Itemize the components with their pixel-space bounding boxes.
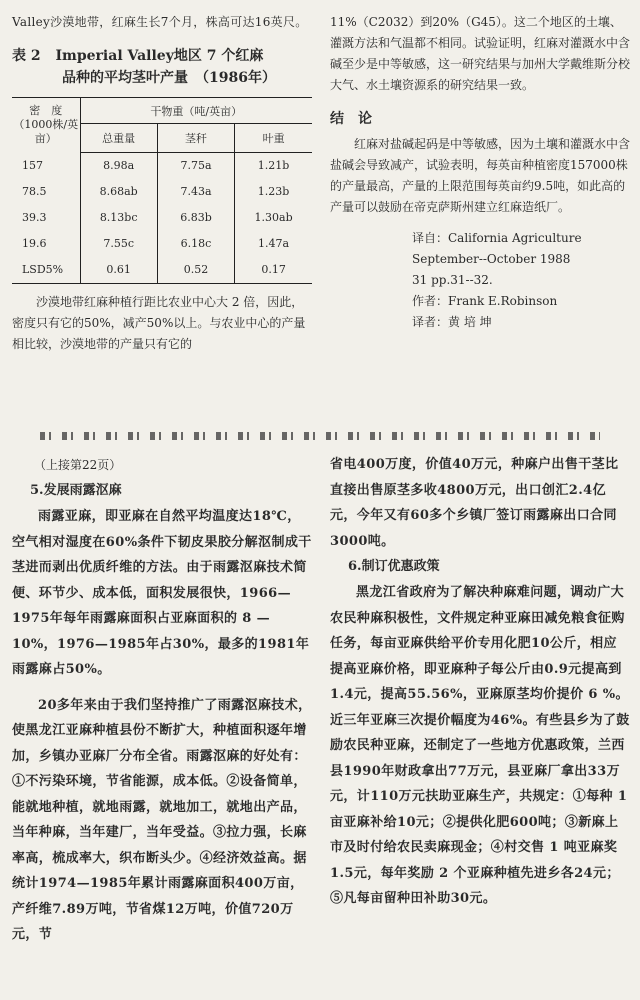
credit-issue: September--October 1988 [412,252,571,266]
leaf-weight-header: 叶重 [235,124,312,153]
stem-cell: 7.75a [157,152,234,179]
table-note: 沙漠地带红麻种植行距比农业中心大 2 倍，因此，密度只有它的50%，减产50%以上。与农业中心的产量相比较，沙漠地带的产量只有它的 [12,294,306,351]
section5-continuation: 省电400万度，价值40万元，种麻户出售干茎比直接出售原茎多收4800万元，出口创汇2.4亿元，今年又有60多个乡镇厂签订雨露麻出口合同3000吨。 [330,457,619,549]
section-divider [40,432,600,440]
table-row [12,152,312,179]
leaf-cell: 1.23b [235,179,312,205]
total-cell: 8.98a [103,159,135,172]
credit-pages: 31 pp.31--32. [412,273,493,287]
leaf-cell: 1.21b [235,152,312,179]
table-row-lsd [12,257,312,284]
density-cell: 19.6 [12,231,80,257]
yield-table [12,97,312,284]
table-title-line2: 品种的平均茎叶产量 （1986年） [62,70,276,86]
leaf-cell: 1.47a [235,231,312,257]
intro-text: Valley沙漠地带，红麻生长7个月，株高可达16英尺。 [12,15,308,29]
top-left-column [12,12,312,355]
leaf-cell: 0.17 [235,257,312,284]
total-cell: 0.61 [80,257,157,284]
credit-source: 译自：California Agriculture [412,231,582,245]
total-cell: 8.68ab [99,185,138,198]
density-header: 密 度（1000株/英亩） [12,98,80,153]
bottom-left-column [12,452,312,948]
credit-translator: 译者：黄 培 坤 [412,315,492,329]
total-cell: 8.13bc [99,211,138,224]
stem-cell: 7.43a [157,179,234,205]
density-cell: 78.5 [12,179,80,205]
total-cell: 7.55c [103,237,134,250]
density-cell: LSD5% [12,257,80,284]
continued-note: （上接第22页） [34,458,122,472]
total-weight-header: 总重量 [80,124,157,153]
section5-paragraph2: 20多年来由于我们坚持推广了雨露沤麻技术，使黑龙江亚麻种植县份不断扩大，种植面积逐年增加，乡镇办亚麻厂分布全省。雨露沤麻的好处有：①不污染环境，节省能源，成本低。②设备简单，能就地种植，就地雨露，就地加工，就地出产品，当年种麻，当年建厂，当年受益。③拉力强，长麻率高，梳成率大，织布断头少。④经济效益高。据统计1974—1985年累计雨露麻面积400万亩，产纤维7.89万吨，节省煤12万吨，价值720万元，节 [12,697,312,942]
conclusion-text: 红麻对盐碱起码是中等敏感，因为土壤和灌溉水中含盐碱会导致减产，试验表明，每英亩种植密度157000株的产量最高，产量的上限范围每英亩约9.5吨，如此高的产量可以鼓励在帝克萨斯州建立红麻造纸厂。 [330,137,631,214]
density-cell: 39.3 [12,205,80,231]
stem-weight-header: 茎秆 [157,124,234,153]
table-row [12,205,312,231]
table-label: 表 2 [12,48,41,64]
dry-weight-header: 干物重（吨/英亩） [80,98,312,124]
section5-paragraph1: 雨露亚麻，即亚麻在自然平均温度达18℃，空气相对湿度在60%条件下韧皮果胶分解沤制成干茎进而剥出优质纤维的方法。由于雨露沤麻技术简便、环节少、成本低，面积发展很快，1966—1975年每年雨露麻面积占亚麻面积的 8 —10%，1976—1985年占30%，最多的1981年雨露麻占50%。 [12,509,312,677]
table-title-line1: Imperial Valley地区 7 个红麻 [55,48,264,64]
table-title [12,45,312,89]
leaf-cell: 1.30ab [235,205,312,231]
section5-heading: 5.发展雨露沤麻 [30,483,122,498]
density-cell: 157 [12,152,80,179]
credit-author: 作者：Frank E.Robinson [412,294,558,308]
credits [330,228,630,333]
top-right-column [330,12,630,333]
results-text: 11%（C2032）到20%（G45）。这二个地区的土壤、灌溉方法和气温都不相同。试验证明，红麻对灌溉水中含碱至少是中等敏感，这一研究结果与加州大学戴维斯分校大气、水土壤资源系的研究结果一致。 [330,15,631,92]
bottom-right-column [330,452,630,912]
section6-paragraph: 黑龙江省政府为了解决种麻难问题，调动广大农民种麻积极性，文件规定种亚麻田减免粮食征购任务，每亩亚麻供给平价专用化肥10公斤，相应提高亚麻价格，即亚麻种子每公斤由0.9元提高到1.4元，提高55.56%，亚麻原茎均价提价 6 %。近三年亚麻三次提价幅度为46%。有些县乡为了鼓励农民种亚麻，还制定了一些地方优惠政策，兰西县1990年财政拿出77万元，县亚麻厂拿出33万元，计110万元扶助亚麻生产，共规定：①每种 1 亩亚麻补给10元；②提供化肥600吨；③新麻上市及时付给农民卖麻现金；④村交售 1 吨亚麻奖1.5元，每年奖励 2 个亚麻种植先进乡各24元；⑤凡每亩留种田补助30元。 [330,585,630,906]
stem-cell: 0.52 [157,257,234,284]
conclusion-heading: 结 论 [330,111,372,127]
table-row [12,231,312,257]
table-row [12,179,312,205]
section6-heading: 6.制订优惠政策 [348,559,440,574]
stem-cell: 6.83b [157,205,234,231]
stem-cell: 6.18c [157,231,234,257]
